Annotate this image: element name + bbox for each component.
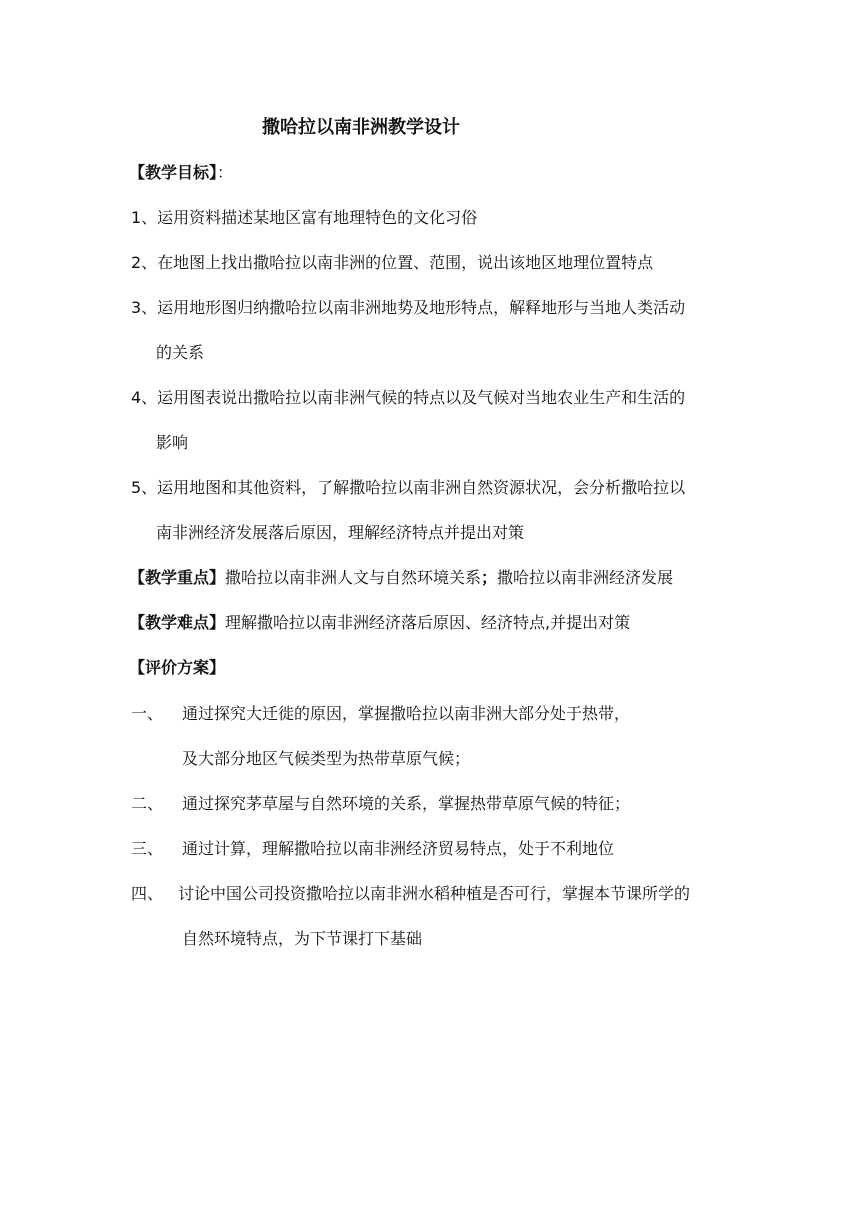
evaluation-item-1-number: 一、 (131, 704, 164, 723)
objective-item-4-continuation: 影响 (156, 433, 189, 452)
evaluation-item-4-continuation: 自然环境特点，为下节课打下基础 (182, 929, 423, 948)
objective-item-5: 5、运用地图和其他资料，了解撒哈拉以南非洲自然资源状况，会分析撒哈拉以 (131, 478, 686, 497)
objective-item-4: 4、运用图表说出撒哈拉以南非洲气候的特点以及气候对当地农业生产和生活的 (131, 388, 686, 407)
objectives-heading-label: 【教学目标】 (129, 163, 218, 182)
key-point-text-a: 撒哈拉以南非洲人文与自然环境关系 (225, 568, 482, 587)
evaluation-item-3: 通过计算，理解撒哈拉以南非洲经济贸易特点，处于不利地位 (182, 839, 615, 858)
objectives-heading-colon: ： (217, 163, 234, 182)
evaluation-item-4: 讨论中国公司投资撒哈拉以南非洲水稻种植是否可行，掌握本节课所学的 (178, 884, 691, 903)
evaluation-item-2: 通过探究茅草屋与自然环境的关系，掌握热带草原气候的特征； (182, 794, 631, 813)
document-title: 撒哈拉以南非洲教学设计 (262, 117, 460, 138)
evaluation-item-1: 通过探究大迁徙的原因，掌握撒哈拉以南非洲大部分处于热带， (182, 704, 631, 723)
objective-item-5-continuation: 南非洲经济发展落后原因，理解经济特点并提出对策 (156, 523, 525, 542)
difficulty (129, 612, 630, 634)
evaluation-item-4-number: 四、 (131, 884, 164, 903)
difficulty-label: 【教学难点】 (129, 613, 226, 632)
key-point (129, 567, 673, 589)
key-point-separator: ； (481, 568, 498, 587)
evaluation-item-2-number: 二、 (131, 794, 164, 813)
objective-item-3-continuation: 的关系 (156, 343, 205, 362)
objectives-heading (129, 162, 233, 184)
key-point-label: 【教学重点】 (129, 568, 226, 587)
evaluation-item-1-continuation: 及大部分地区气候类型为热带草原气候； (182, 749, 471, 768)
evaluation-heading: 【评价方案】 (129, 658, 226, 677)
difficulty-text: 理解撒哈拉以南非洲经济落后原因、经济特点,并提出对策 (225, 613, 631, 632)
objective-item-1: 1、运用资料描述某地区富有地理特色的文化习俗 (131, 208, 478, 227)
objective-item-3: 3、运用地形图归纳撒哈拉以南非洲地势及地形特点，解释地形与当地人类活动 (131, 298, 686, 317)
evaluation-item-3-number: 三、 (131, 839, 164, 858)
key-point-text-b: 撒哈拉以南非洲经济发展 (497, 568, 674, 587)
objective-item-2: 2、在地图上找出撒哈拉以南非洲的位置、范围，说出该地区地理位置特点 (131, 253, 654, 272)
